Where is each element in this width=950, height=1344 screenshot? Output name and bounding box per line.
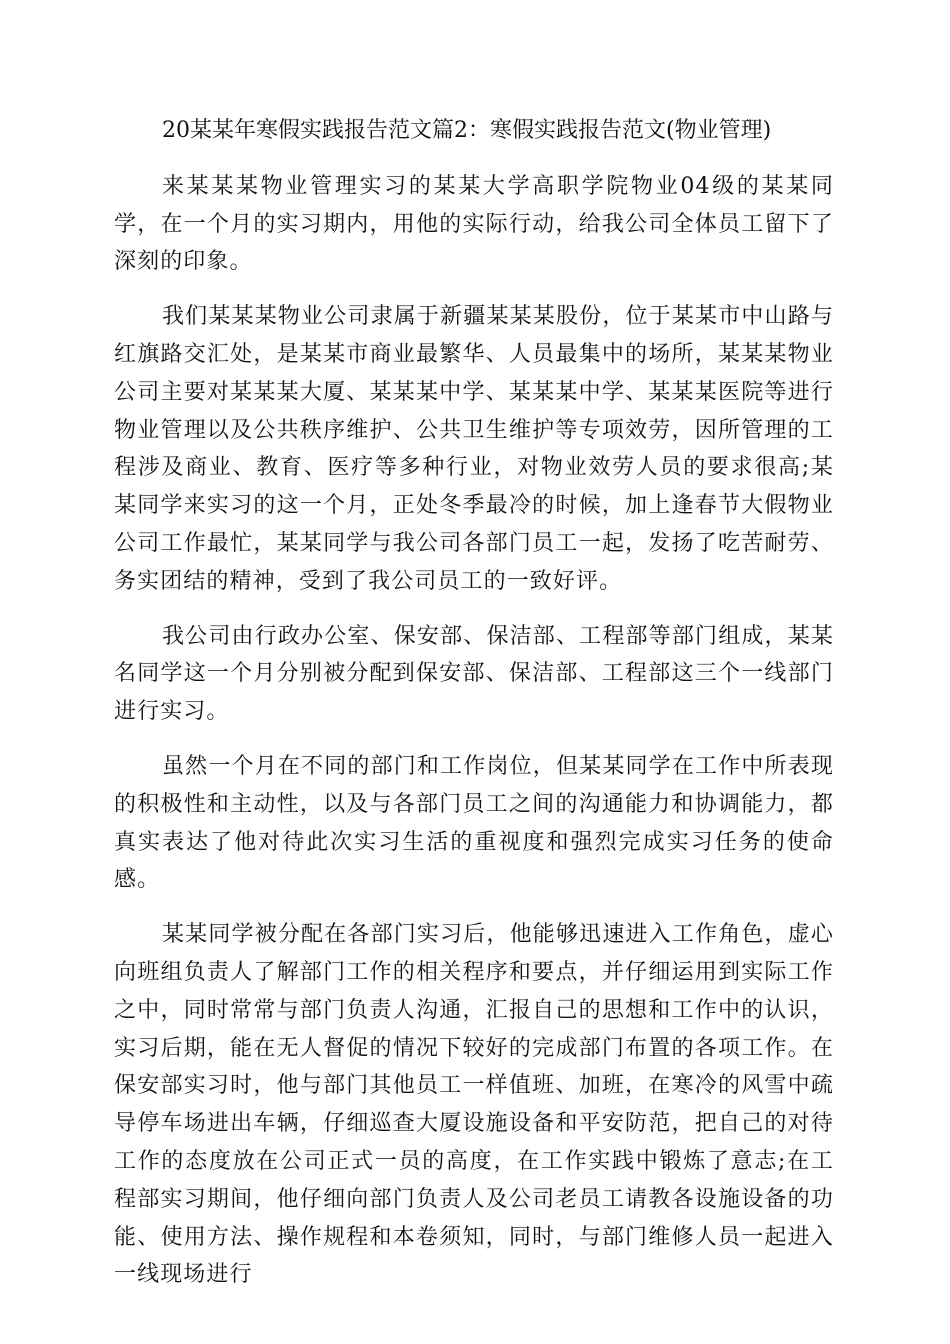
paragraph-work-details: 某某同学被分配在各部门实习后，他能够迅速进入工作角色，虚心向班组负责人了解部门工作的相关程序和要点，并仔细运用到实际工作之中，同时常常与部门负责人沟通，汇报自己的思想和工作中的认识，实习后期，能在无人督促的情况下较好的完成部门布置的各项工作。在保安部实习时，他与部门其他员工一样值班、加班，在寒冷的风雪中疏导停车场进出车辆，仔细巡查大厦设施设备和平安防范，把自己的对待工作的态度放在公司正式一员的高度，在工作实践中锻炼了意志;在工程部实习期间，他仔细向部门负责人及公司老员工请教各设施设备的功能、使用方法、操作规程和本卷须知，同时，与部门维修人员一起进入一线现场进行 [114,922,834,1288]
document-body [114,112,834,1311]
paragraph-attitude: 虽然一个月在不同的部门和工作岗位，但某某同学在工作中所表现的积极性和主动性，以及与各部门员工之间的沟通能力和协调能力，都真实表达了他对待此次实习生活的重视度和强烈完成实习任务的使命感。 [114,753,834,893]
paragraph-intro: 来某某某物业管理实习的某某大学高职学院物业04级的某某同学，在一个月的实习期内，用他的实际行动，给我公司全体员工留下了深刻的印象。 [114,173,834,275]
section-heading: 20某某年寒假实践报告范文篇2：寒假实践报告范文(物业管理) [162,118,772,143]
paragraph-company-overview: 我们某某某物业公司隶属于新疆某某某股份，位于某某市中山路与红旗路交汇处，是某某市商业最繁华、人员最集中的场所，某某某物业公司主要对某某某大厦、某某某中学、某某某中学、某某某医院等进行物业管理以及公共秩序维护、公共卫生维护等专项效劳，因所管理的工程涉及商业、教育、医疗等多种行业，对物业效劳人员的要求很高;某某同学来实习的这一个月，正处冬季最冷的时候，加上逢春节大假物业公司工作最忙，某某同学与我公司各部门员工一起，发扬了吃苦耐劳、务实团结的精神，受到了我公司员工的一致好评。 [114,304,834,594]
paragraph-departments: 我公司由行政办公室、保安部、保洁部、工程部等部门组成，某某名同学这一个月分别被分配到保安部、保洁部、工程部这三个一线部门进行实习。 [114,623,834,725]
